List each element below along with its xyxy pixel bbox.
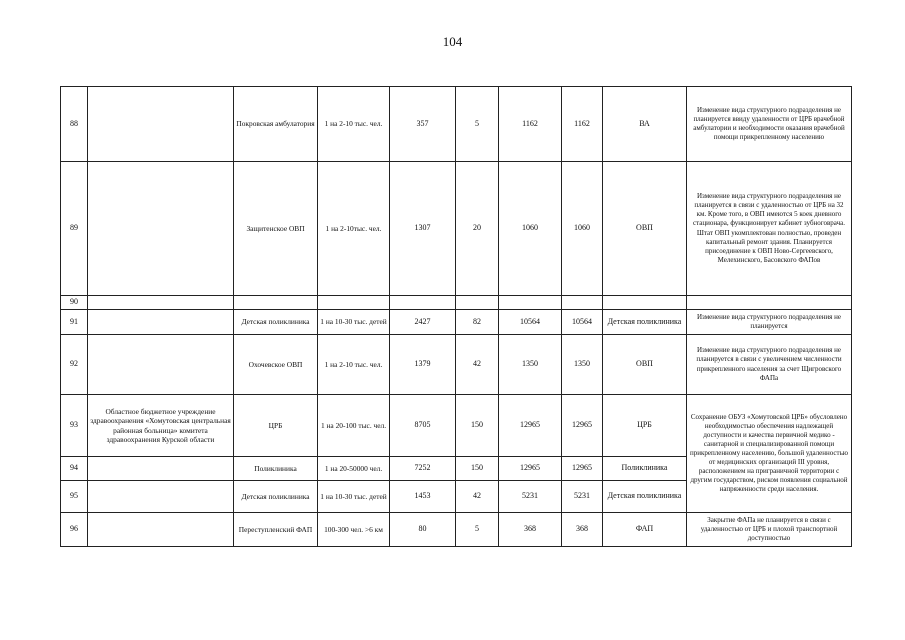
cell-col7: 1350 [499, 335, 562, 395]
cell-population: 8705 [390, 395, 456, 457]
cell-no: 95 [61, 481, 88, 513]
cell-unit: Поликлиника [234, 457, 318, 481]
cell-type: ЦРБ [603, 395, 687, 457]
cell-organization [88, 296, 234, 310]
cell-unit: Охочевское ОВП [234, 335, 318, 395]
table-row [61, 310, 852, 335]
cell-unit: Детская поликлиника [234, 481, 318, 513]
cell-no: 90 [61, 296, 88, 310]
cell-norm [318, 296, 390, 310]
cell-organization [88, 481, 234, 513]
cell-col7 [499, 296, 562, 310]
cell-no: 91 [61, 310, 88, 335]
cell-norm: 1 на 20-100 тыс. чел. [318, 395, 390, 457]
cell-norm: 1 на 20-50000 чел. [318, 457, 390, 481]
cell-organization [88, 310, 234, 335]
cell-type: Поликлиника [603, 457, 687, 481]
cell-organization [88, 457, 234, 481]
cell-col8: 10564 [562, 310, 603, 335]
facilities-table [60, 86, 852, 547]
cell-no: 96 [61, 513, 88, 547]
cell-no: 94 [61, 457, 88, 481]
cell-type: ОВП [603, 162, 687, 296]
cell-note: Изменение вида структурного подразделения не планируется в связи с удаленностью от ЦРБ на 32 км. Кроме того, в ОВП имеются 5 коек дневного стационара, функционирует кабинет зубноговрача. Штат ОВП укомплектован полностью, проведен капитальный ремонт здания. Планируется присоединение к ОВП Ново-Сергеевского, Мелехинского, Басовского ФАПов [687, 162, 852, 296]
cell-note: Закрытие ФАПа не планируется в связи с удаленностью от ЦРБ и плохой транспортной доступностью [687, 513, 852, 547]
cell-col8: 12965 [562, 395, 603, 457]
cell-norm: 100-300 чел. >6 км [318, 513, 390, 547]
cell-col7: 1162 [499, 87, 562, 162]
cell-type: Детская поликлиника [603, 481, 687, 513]
cell-population: 1379 [390, 335, 456, 395]
cell-population: 7252 [390, 457, 456, 481]
cell-col7: 368 [499, 513, 562, 547]
cell-col7: 12965 [499, 457, 562, 481]
cell-organization: Областное бюджетное учреждение здравоохранения «Хомутовская центральная районная больница» комитета здравоохранения Курской области [88, 395, 234, 457]
table-row [61, 513, 852, 547]
cell-population: 80 [390, 513, 456, 547]
cell-no: 89 [61, 162, 88, 296]
cell-norm: 1 на 2-10 тыс. чел. [318, 87, 390, 162]
cell-col6: 5 [456, 87, 499, 162]
cell-no: 88 [61, 87, 88, 162]
cell-col7: 12965 [499, 395, 562, 457]
cell-norm: 1 на 2-10 тыс. чел. [318, 335, 390, 395]
cell-norm: 1 на 10-30 тыс. детей [318, 481, 390, 513]
cell-type: Детская поликлиника [603, 310, 687, 335]
cell-col7: 1060 [499, 162, 562, 296]
cell-col8: 368 [562, 513, 603, 547]
cell-col8: 12965 [562, 457, 603, 481]
table-row [61, 335, 852, 395]
cell-col8: 1350 [562, 335, 603, 395]
cell-population: 2427 [390, 310, 456, 335]
cell-col6: 150 [456, 457, 499, 481]
table-row [61, 87, 852, 162]
cell-no: 93 [61, 395, 88, 457]
cell-col7: 5231 [499, 481, 562, 513]
page-number: 104 [442, 34, 463, 49]
cell-population: 357 [390, 87, 456, 162]
cell-col6: 5 [456, 513, 499, 547]
cell-no: 92 [61, 335, 88, 395]
cell-note: Изменение вида структурного подразделения не планируется [687, 310, 852, 335]
cell-col6: 42 [456, 335, 499, 395]
cell-unit: Детская поликлиника [234, 310, 318, 335]
cell-col8 [562, 296, 603, 310]
cell-note: Сохранение ОБУЗ «Хомутовской ЦРБ» обусловлено необходимостью обеспечения надлежащей доступности и качества первичной медико - санитарной и специализированной помощи прикрепленному населению, большой удаленностью от медицинских организаций III уровня, расположением на приграничной территории с другим государством, риском появления социальной напряженности среди населения. [687, 395, 852, 513]
cell-population: 1453 [390, 481, 456, 513]
cell-col7: 10564 [499, 310, 562, 335]
cell-organization [88, 335, 234, 395]
cell-col8: 1162 [562, 87, 603, 162]
cell-note: Изменение вида структурного подразделения не планируется ввиду удаленности от ЦРБ врачебной амбулатории и необходимости оказания врачебной помощи прикрепленному населению [687, 87, 852, 162]
table-row [61, 395, 852, 457]
cell-population: 1307 [390, 162, 456, 296]
cell-note [687, 296, 852, 310]
cell-col6: 150 [456, 395, 499, 457]
cell-type: ОВП [603, 335, 687, 395]
cell-unit: Защитенское ОВП [234, 162, 318, 296]
table-row [61, 162, 852, 296]
cell-type: ВА [603, 87, 687, 162]
cell-type [603, 296, 687, 310]
cell-norm: 1 на 10-30 тыс. детей [318, 310, 390, 335]
cell-unit: ЦРБ [234, 395, 318, 457]
cell-organization [88, 87, 234, 162]
cell-note: Изменение вида структурного подразделения не планируется в связи с увеличением численности прикрепленного населения за счет Щигровского ФАПа [687, 335, 852, 395]
cell-col6 [456, 296, 499, 310]
cell-unit: Покровская амбулатория [234, 87, 318, 162]
cell-col6: 20 [456, 162, 499, 296]
cell-norm: 1 на 2-10тыс. чел. [318, 162, 390, 296]
cell-col6: 82 [456, 310, 499, 335]
table-row [61, 296, 852, 310]
cell-unit [234, 296, 318, 310]
cell-col8: 1060 [562, 162, 603, 296]
cell-col6: 42 [456, 481, 499, 513]
cell-population [390, 296, 456, 310]
cell-organization [88, 162, 234, 296]
cell-col8: 5231 [562, 481, 603, 513]
cell-organization [88, 513, 234, 547]
cell-type: ФАП [603, 513, 687, 547]
cell-unit: Переступленский ФАП [234, 513, 318, 547]
